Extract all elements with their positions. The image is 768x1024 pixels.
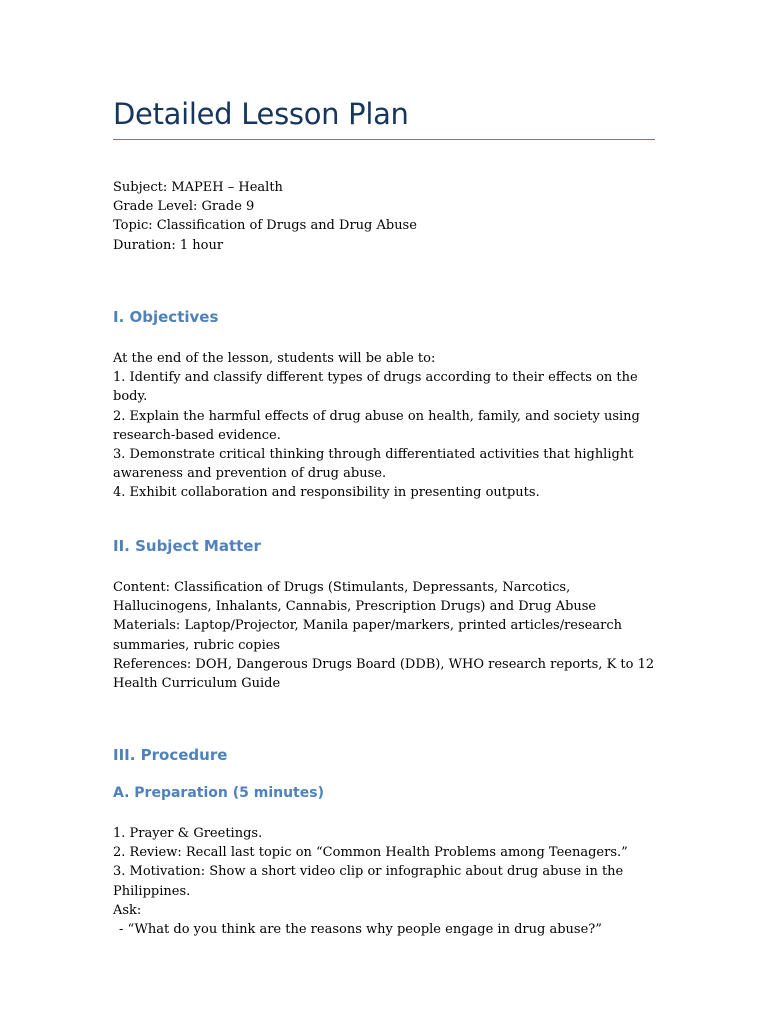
objectives-heading: I. Objectives <box>113 308 219 326</box>
preparation-question: - “What do you think are the reasons why people engage in drug abuse?” <box>119 922 602 938</box>
preparation-item: 3. Motivation: Show a short video clip or infographic about drug abuse in the Philippines. <box>113 864 624 899</box>
subject-matter-list <box>113 578 655 693</box>
lesson-info <box>113 178 655 255</box>
objective-item: 2. Explain the harmful effects of drug abuse on health, family, and society using research-based evidence. <box>113 408 640 443</box>
document-title: Detailed Lesson Plan <box>113 97 409 131</box>
objective-item: 4. Exhibit collaboration and responsibility in presenting outputs. <box>113 485 540 501</box>
title-underline <box>113 139 655 140</box>
preparation-item: 2. Review: Recall last topic on “Common Health Problems among Teenagers.” <box>113 845 628 861</box>
objective-item: 3. Demonstrate critical thinking through differentiated activities that highlight awareness and prevention of drug abuse. <box>113 447 634 482</box>
objectives-intro: At the end of the lesson, students will be able to: <box>113 351 436 366</box>
info-duration: Duration: 1 hour <box>113 237 224 253</box>
info-topic: Topic: Classification of Drugs and Drug Abuse <box>113 218 417 234</box>
subject-matter-heading: II. Subject Matter <box>113 537 261 555</box>
preparation-list <box>113 824 655 939</box>
preparation-heading: A. Preparation (5 minutes) <box>113 785 324 801</box>
info-grade-level: Grade Level: Grade 9 <box>113 199 255 215</box>
info-subject: Subject: MAPEH – Health <box>113 180 283 195</box>
preparation-item: 1. Prayer & Greetings. <box>113 826 263 841</box>
subject-matter-content: Content: Classification of Drugs (Stimulants, Depressants, Narcotics, Hallucinogens, Inhalants, Cannabis, Prescription Drugs) and Drug Abuse <box>113 580 597 615</box>
subject-matter-materials: Materials: Laptop/Projector, Manila paper/markers, printed articles/research summaries, rubric copies <box>113 618 622 653</box>
objectives-list <box>113 349 655 503</box>
preparation-item: Ask: <box>113 902 142 918</box>
objective-item: 1. Identify and classify different types of drugs according to their effects on the body. <box>113 370 638 405</box>
subject-matter-references: References: DOH, Dangerous Drugs Board (DDB), WHO research reports, K to 12 Health Curriculum Guide <box>113 656 655 692</box>
procedure-heading: III. Procedure <box>113 746 228 764</box>
